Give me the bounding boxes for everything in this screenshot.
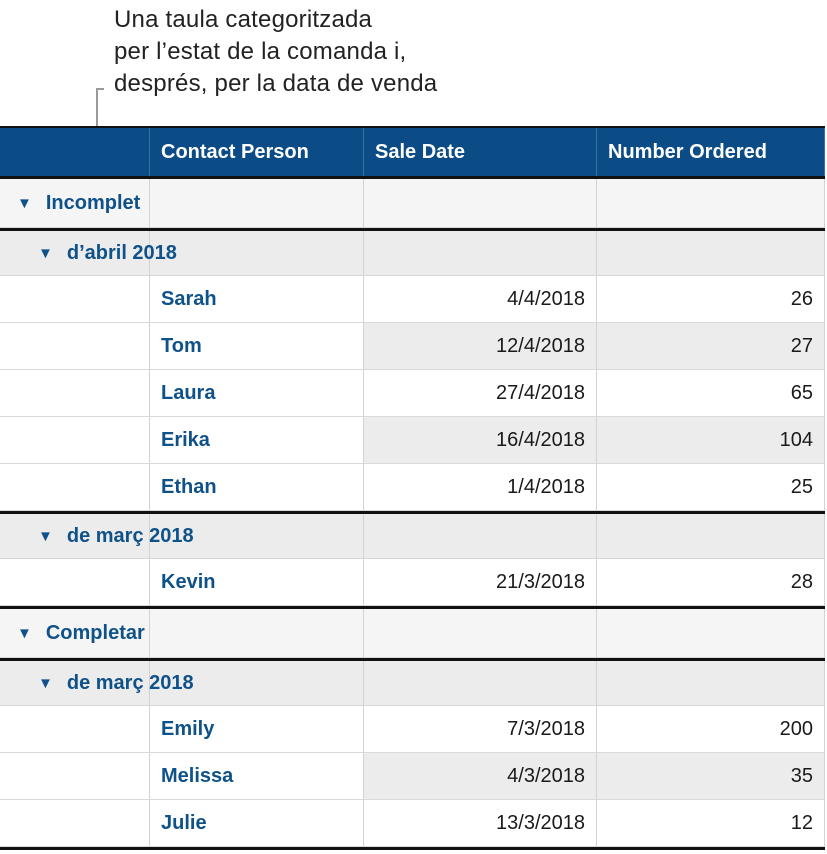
contact-person-cell[interactable]: Laura (150, 370, 364, 416)
number-ordered-cell[interactable]: 27 (597, 323, 825, 369)
table-row[interactable] (0, 323, 825, 370)
sale-date-cell[interactable]: 21/3/2018 (364, 559, 597, 605)
callout-line-1: Una taula categoritzada (114, 6, 373, 33)
table-row[interactable] (0, 800, 825, 847)
contact-person-cell[interactable]: Erika (150, 417, 364, 463)
number-ordered-cell[interactable]: 25 (597, 464, 825, 510)
group-label: Completar (45, 621, 145, 644)
subgroup-row[interactable] (0, 511, 825, 559)
sale-date-cell[interactable]: 7/3/2018 (364, 706, 597, 752)
categorized-table (0, 126, 825, 850)
group-row[interactable] (0, 606, 825, 658)
sale-date-cell[interactable]: 12/4/2018 (364, 323, 597, 369)
disclosure-triangle-icon[interactable]: ▼ (17, 194, 32, 212)
header-cell-blank[interactable] (0, 128, 150, 176)
callout-line-2: per l’estat de la comanda i, (114, 38, 407, 65)
header-number-ordered[interactable]: Number Ordered (597, 128, 825, 176)
number-ordered-cell[interactable]: 104 (597, 417, 825, 463)
sale-date-cell[interactable]: 4/3/2018 (364, 753, 597, 799)
table-row[interactable] (0, 370, 825, 417)
table-row[interactable] (0, 464, 825, 511)
disclosure-triangle-icon[interactable]: ▼ (38, 527, 53, 545)
contact-person-cell[interactable]: Ethan (150, 464, 364, 510)
disclosure-triangle-icon[interactable]: ▼ (17, 624, 32, 642)
sale-date-cell[interactable]: 16/4/2018 (364, 417, 597, 463)
table-bottom-border (0, 847, 825, 850)
table-row[interactable] (0, 753, 825, 800)
table-row[interactable] (0, 559, 825, 606)
disclosure-triangle-icon[interactable]: ▼ (38, 244, 53, 262)
sale-date-cell[interactable]: 4/4/2018 (364, 276, 597, 322)
contact-person-cell[interactable]: Julie (150, 800, 364, 846)
group-label: Incomplet (45, 191, 141, 214)
table-header-row (0, 126, 825, 176)
contact-person-cell[interactable]: Emily (150, 706, 364, 752)
contact-person-cell[interactable]: Tom (150, 323, 364, 369)
number-ordered-cell[interactable]: 12 (597, 800, 825, 846)
table-row[interactable] (0, 706, 825, 753)
header-contact-person[interactable]: Contact Person (150, 128, 364, 176)
callout-text (114, 4, 534, 100)
header-sale-date[interactable]: Sale Date (364, 128, 597, 176)
number-ordered-cell[interactable]: 200 (597, 706, 825, 752)
sale-date-cell[interactable]: 27/4/2018 (364, 370, 597, 416)
contact-person-cell[interactable]: Melissa (150, 753, 364, 799)
subgroup-label: de març 2018 (66, 671, 194, 694)
number-ordered-cell[interactable]: 26 (597, 276, 825, 322)
table-row[interactable] (0, 276, 825, 323)
subgroup-label: d’abril 2018 (66, 241, 177, 264)
table-row[interactable] (0, 417, 825, 464)
disclosure-triangle-icon[interactable]: ▼ (38, 674, 53, 692)
sale-date-cell[interactable]: 1/4/2018 (364, 464, 597, 510)
callout-line-3: després, per la data de venda (114, 70, 438, 97)
subgroup-row[interactable] (0, 228, 825, 276)
subgroup-row[interactable] (0, 658, 825, 706)
subgroup-label: de març 2018 (66, 524, 194, 547)
contact-person-cell[interactable]: Kevin (150, 559, 364, 605)
number-ordered-cell[interactable]: 28 (597, 559, 825, 605)
number-ordered-cell[interactable]: 65 (597, 370, 825, 416)
number-ordered-cell[interactable]: 35 (597, 753, 825, 799)
contact-person-cell[interactable]: Sarah (150, 276, 364, 322)
group-row[interactable] (0, 176, 825, 228)
sale-date-cell[interactable]: 13/3/2018 (364, 800, 597, 846)
